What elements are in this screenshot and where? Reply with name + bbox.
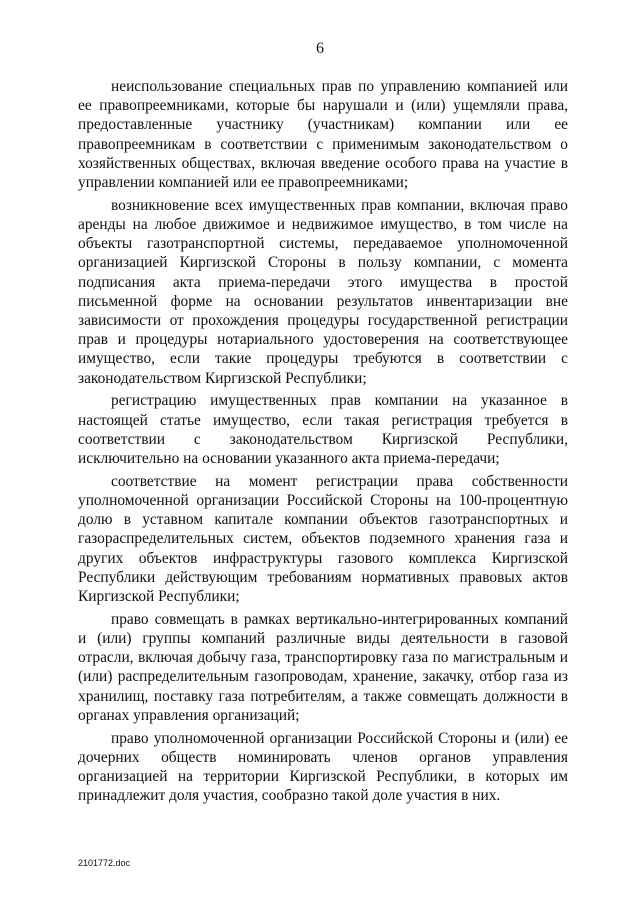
paragraph: неиспользование специальных прав по управлению компанией или ее правопреемниками, которые бы нарушали и (или) ущемляли права, предоставленные участнику (участникам) компании или ее правопреемникам в соответствии с применимым законодательством о хозяйственных обществах, включая введение особого права на участие в управлении компанией или ее правопреемниками; bbox=[78, 78, 568, 192]
paragraph: право совмещать в рамках вертикально-интегрированных компаний и (или) группы компаний различные виды деятельности в газовой отрасли, включая добычу газа, транспортировку газа по магистральным и (или) распределительным газопроводам, хранение, закачку, отбор газа из хранилищ, поставку газа потребителям, а также совмещать должности в органах управления организаций; bbox=[78, 610, 568, 724]
footer-filename: 2101772.doc bbox=[78, 858, 131, 868]
paragraph: право уполномоченной организации Российской Стороны и (или) ее дочерних обществ номинировать членов органов управления организацией на территории Киргизской Республики, в которых им принадлежит доля участия, сообразно такой доле участия в них. bbox=[78, 729, 568, 805]
paragraph: соответствие на момент регистрации права собственности уполномоченной организации Российской Стороны на 100-процентную долю в уставном капитале компании объектов газотранспортных и газораспределительных систем, объектов подземного хранения газа и других объектов инфраструктуры газового комплекса Киргизской Республики действующим требованиям нормативных правовых актов Киргизской Республики; bbox=[78, 472, 568, 606]
paragraph: возникновение всех имущественных прав компании, включая право аренды на любое движимое и недвижимое имущество, в том числе на объекты газотранспортной системы, передаваемое уполномоченной организацией Киргизской Стороны в пользу компании, с момента подписания акта приема-передачи этого имущества в простой письменной форме на основании результатов инвентаризации вне зависимости от прохождения процедуры государственной регистрации прав и процедуры нотариального удостоверения на соответствующее имущество, если такие процедуры требуются в соответствии с законодательством Киргизской Республики; bbox=[78, 196, 568, 387]
page-number: 6 bbox=[316, 40, 324, 57]
document-body bbox=[78, 77, 568, 809]
paragraph: регистрацию имущественных прав компании на указанное в настоящей статье имущество, если такая регистрация требуется в соответствии с законодательством Киргизской Республики, исключительно на основании указанного акта приема-передачи; bbox=[78, 392, 568, 468]
